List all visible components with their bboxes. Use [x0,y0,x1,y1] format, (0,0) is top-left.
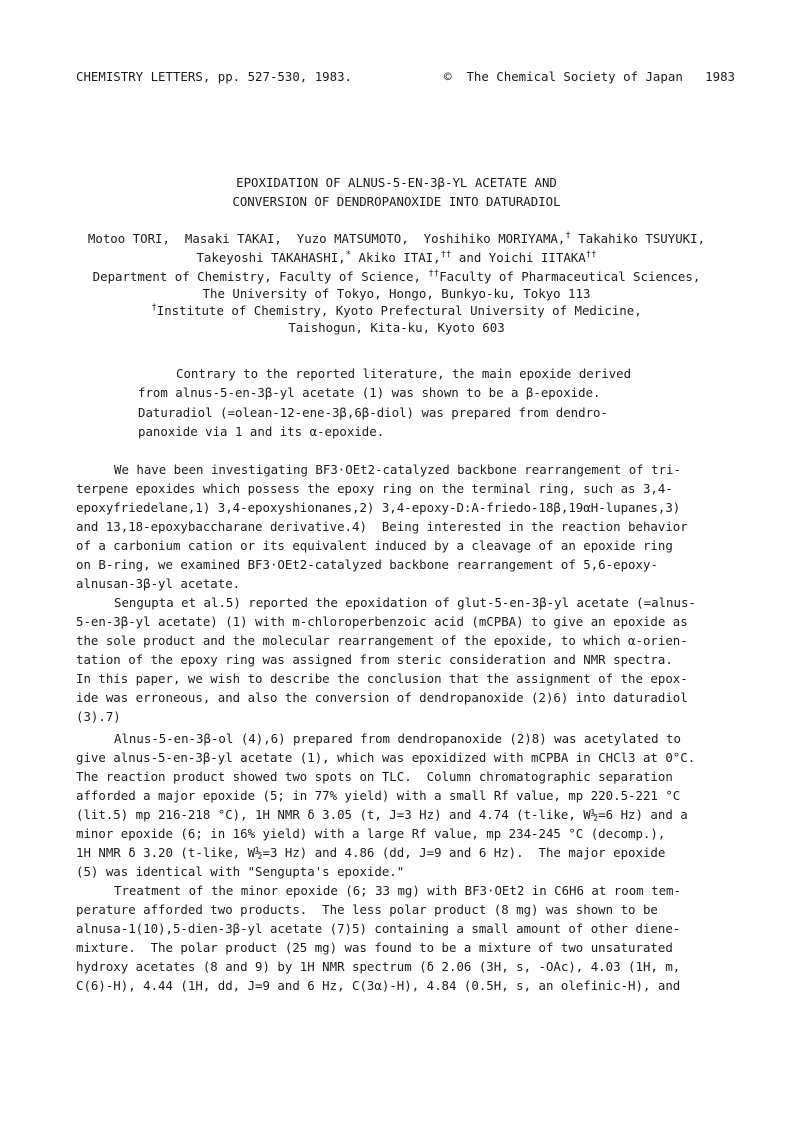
body-text-line: 5-en-3β-yl acetate) (1) with m-chloroperbenzoic acid (mCPBA) to give an epoxide as [76,614,688,629]
body-text-line: alnusa-1(10),5-dien-3β-yl acetate (7)5) containing a small amount of other diene- [76,921,681,936]
body-text-line: (lit.5) mp 216-218 °C), 1H NMR δ 3.05 (t, J=3 Hz) and 4.74 (t-like, W½=6 Hz) and a [76,807,688,822]
affiliation-line-2: The University of Tokyo, Hongo, Bunkyo-ku, Tokyo 113 [202,286,591,301]
body-text-line: 1H NMR δ 3.20 (t-like, W½=3 Hz) and 4.86 (dd, J=9 and 6 Hz). The major epoxide [76,845,666,860]
body-text-line: alnusan-3β-yl acetate. [76,576,241,591]
abstract-line: from alnus-5-en-3β-yl acetate (1) was shown to be a β-epoxide. [138,385,601,400]
body-text-line: (3).7) [76,709,121,724]
body-text-line: terpene epoxides which possess the epoxy ring on the terminal ring, such as 3,4- [76,481,673,496]
author-line-2: Takeyoshi TAKAHASHI,* Akiko ITAI,†† and Yoichi IITAKA†† [196,250,597,265]
affiliation-line-3: †Institute of Chemistry, Kyoto Prefectural University of Medicine, [151,303,642,318]
body-text-line: the sole product and the molecular rearrangement of the epoxide, to which α-orien- [76,633,688,648]
abstract-line: Contrary to the reported literature, the main epoxide derived [176,366,632,381]
paper-title-line-2: CONVERSION OF DENDROPANOXIDE INTO DATURADIOL [232,194,561,209]
body-text-line: C(6)-H), 4.44 (1H, dd, J=9 and 6 Hz, C(3α)-H), 4.84 (0.5H, s, an olefinic-H), and [76,978,681,993]
body-text-line: of a carbonium cation or its equivalent induced by a cleavage of an epoxide ring [76,538,673,553]
body-text-line: Treatment of the minor epoxide (6; 33 mg) with BF3·OEt2 in C6H6 at room tem- [114,883,681,898]
body-text-line: ide was erroneous, and also the conversion of dendropanoxide (2)6) into daturadiol [76,690,688,705]
body-text-line: The reaction product showed two spots on TLC. Column chromatographic separation [76,769,673,784]
body-text-line: mixture. The polar product (25 mg) was found to be a mixture of two unsaturated [76,940,673,955]
body-text-line: We have been investigating BF3·OEt2-catalyzed backbone rearrangement of tri- [114,462,681,477]
affiliation-line-1: Department of Chemistry, Faculty of Science, ††Faculty of Pharmaceutical Sciences, [92,269,701,284]
body-text-line: perature afforded two products. The less polar product (8 mg) was shown to be [76,902,658,917]
body-text-line: hydroxy acetates (8 and 9) by 1H NMR spectrum (δ 2.06 (3H, s, -OAc), 4.03 (1H, m, [76,959,681,974]
copyright-notice: © The Chemical Society of Japan 1983 [444,69,735,84]
body-text-line: minor epoxide (6; in 16% yield) with a large Rf value, mp 234-245 °C (decomp.), [76,826,666,841]
body-text-line: (5) was identical with "Sengupta's epoxide." [76,864,405,879]
body-text-line: epoxyfriedelane,1) 3,4-epoxyshionanes,2) 3,4-epoxy-D:A-friedo-18β,19αH-lupanes,3) [76,500,681,515]
body-text-line: and 13,18-epoxybaccharane derivative.4) Being interested in the reaction behavior [76,519,688,534]
body-text-line: afforded a major epoxide (5; in 77% yield) with a small Rf value, mp 220.5-221 °C [76,788,681,803]
body-text-line: In this paper, we wish to describe the conclusion that the assignment of the epox- [76,671,688,686]
body-text-line: tation of the epoxy ring was assigned from steric consideration and NMR spectra. [76,652,673,667]
body-text-line: give alnus-5-en-3β-yl acetate (1), which was epoxidized with mCPBA in CHCl3 at 0°C. [76,750,696,765]
author-line-1: Motoo TORI, Masaki TAKAI, Yuzo MATSUMOTO, Yoshihiko MORIYAMA,† Takahiko TSUYUKI, [87,231,706,246]
abstract-line: panoxide via 1 and its α-epoxide. [138,424,385,439]
body-text-line: on B-ring, we examined BF3·OEt2-catalyzed backbone rearrangement of 5,6-epoxy- [76,557,658,572]
affiliation-line-4: Taishogun, Kita-ku, Kyoto 603 [288,320,505,335]
abstract-line: Daturadiol (=olean-12-ene-3β,6β-diol) was prepared from dendro- [138,405,608,420]
body-text-line: Alnus-5-en-3β-ol (4),6) prepared from dendropanoxide (2)8) was acetylated to [114,731,681,746]
journal-citation: CHEMISTRY LETTERS, pp. 527-530, 1983. [76,69,353,84]
paper-title-line-1: EPOXIDATION OF ALNUS-5-EN-3β-YL ACETATE AND [236,175,557,190]
body-text-line: Sengupta et al.5) reported the epoxidation of glut-5-en-3β-yl acetate (=alnus- [114,595,696,610]
